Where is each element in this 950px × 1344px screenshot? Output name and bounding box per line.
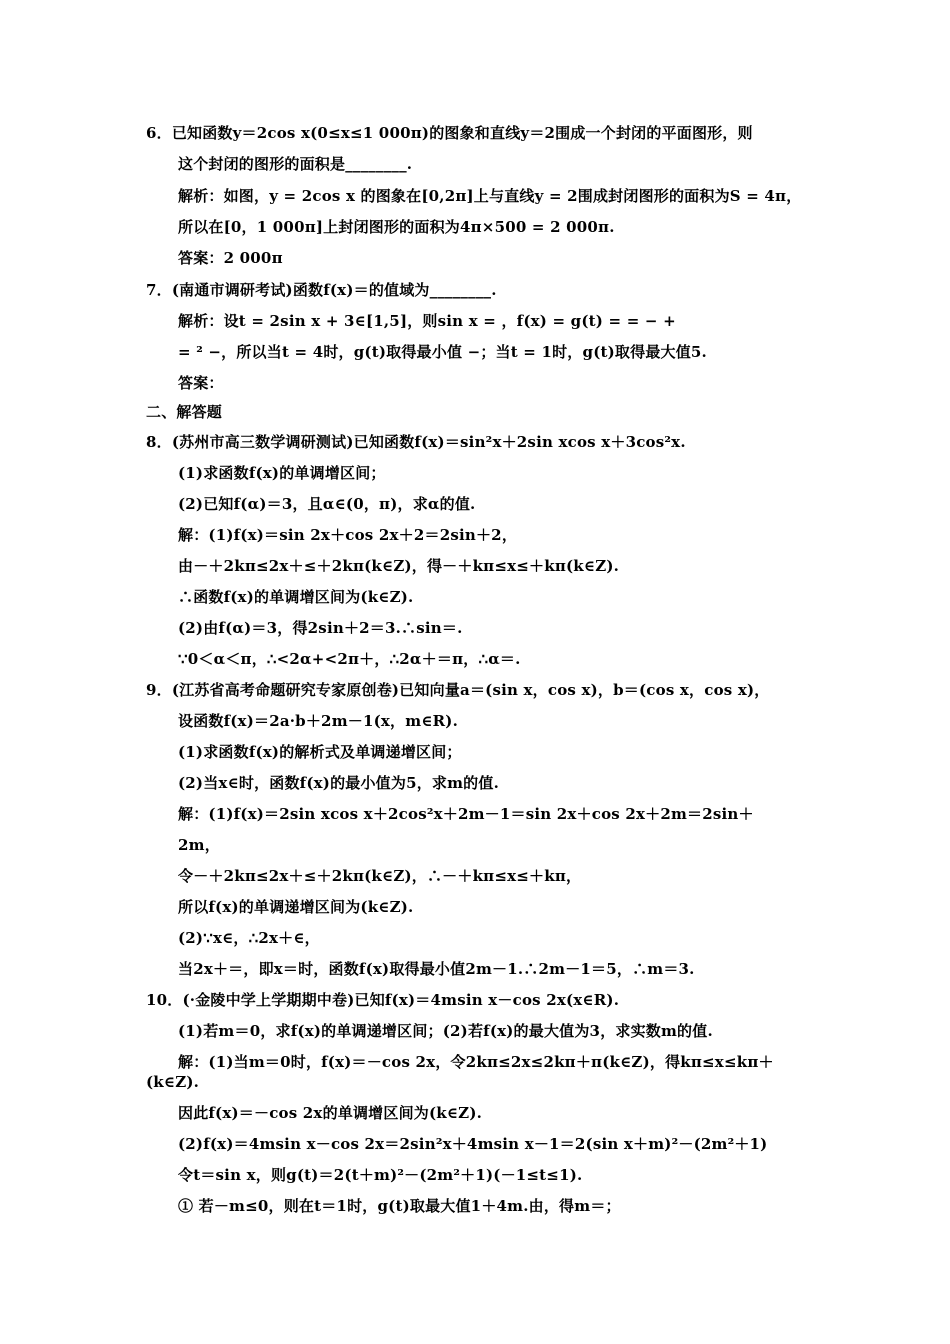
problem-9-part-2: (2)当x∈时，函数f(x)的最小值为5，求m的值. (178, 774, 499, 792)
problem-9-stem-cont: 设函数f(x)＝2a·b＋2m－1(x，m∈R). (178, 712, 459, 730)
problem-10-stem: 10．(·金陵中学上学期期中卷)已知f(x)＝4msin x－cos 2x(x∈R). (146, 991, 620, 1009)
problem-10-solution-4: 令t＝sin x，则g(t)＝2(t＋m)²－(2m²＋1)(－1≤t≤1). (178, 1166, 583, 1184)
problem-8-solution-3: ∴函数f(x)的单调增区间为(k∈Z). (178, 588, 414, 606)
problem-9-solution-2: 令－＋2kπ≤2x＋≤＋2kπ(k∈Z)，∴－＋kπ≤x≤＋kπ， (178, 867, 582, 885)
problem-10-solution-2: 因此f(x)＝－cos 2x的单调增区间为(k∈Z). (178, 1104, 483, 1122)
problem-6-analysis-2: 所以在[0，1 000π]上封闭图形的面积为4π×500 = 2 000π. (178, 218, 615, 236)
problem-9-solution-1: 解：(1)f(x)＝2sin xcos x＋2cos²x＋2m－1＝sin 2x＋cos 2x＋2m＝2sin＋ (178, 805, 754, 823)
problem-10-solution-1b: (k∈Z). (146, 1073, 200, 1091)
problem-8-solution-4: (2)由f(α)＝3，得2sin＋2＝3.∴sin＝. (178, 619, 463, 637)
problem-6-answer: 答案：2 000π (178, 249, 283, 267)
problem-8-part-2: (2)已知f(α)＝3，且α∈(0，π)，求α的值. (178, 495, 476, 513)
problem-8-solution-1: 解：(1)f(x)＝sin 2x＋cos 2x＋2＝2sin＋2， (178, 526, 518, 544)
problem-6-stem-cont: 这个封闭的图形的面积是________. (178, 155, 413, 173)
problem-10-solution-3: (2)f(x)＝4msin x－cos 2x＝2sin²x＋4msin x－1＝2(sin x＋m)²－(2m²＋1) (178, 1135, 768, 1153)
problem-8-solution-2: 由－＋2kπ≤2x＋≤＋2kπ(k∈Z)，得－＋kπ≤x≤＋kπ(k∈Z). (178, 557, 620, 575)
problem-8-solution-5: ∵0＜α＜π，∴<2α+<2π＋，∴2α＋＝π，∴α＝. (178, 650, 521, 668)
problem-6-analysis: 解析：如图，y = 2cos x 的图象在[0,2π]上与直线y = 2围成封闭图形的面积为S = 4π， (178, 187, 802, 205)
problem-7-stem: 7．(南通市调研考试)函数f(x)＝的值域为________. (146, 281, 497, 299)
problem-9-stem: 9．(江苏省高考命题研究专家原创卷)已知向量a＝(sin x，cos x)，b＝(cos x，cos x)， (146, 681, 770, 699)
problem-9-solution-5: 当2x＋＝，即x＝时，函数f(x)取得最小值2m－1.∴2m－1＝5，∴m＝3. (178, 960, 695, 978)
problem-9-solution-4: (2)∵x∈，∴2x＋∈， (178, 929, 320, 947)
problem-9-solution-3: 所以f(x)的单调递增区间为(k∈Z). (178, 898, 414, 916)
problem-7-analysis-2: = ² −，所以当t = 4时，g(t)取得最小值 −；当t = 1时，g(t)取得最大值5. (178, 343, 707, 361)
section-heading: 二、解答题 (146, 403, 223, 421)
problem-9-part-1: (1)求函数f(x)的解析式及单调递增区间； (178, 743, 462, 761)
problem-10-solution-5: ① 若－m≤0，则在t＝1时，g(t)取最大值1＋4m.由，得m＝； (178, 1197, 621, 1215)
problem-9-solution-1b: 2m， (178, 836, 220, 854)
problem-10-parts: (1)若m＝0，求f(x)的单调递增区间；(2)若f(x)的最大值为3，求实数m的值. (178, 1022, 713, 1040)
problem-6-stem: 6．已知函数y＝2cos x(0≤x≤1 000π)的图象和直线y＝2围成一个封闭的平面图形，则 (146, 124, 753, 142)
problem-8-part-1: (1)求函数f(x)的单调增区间； (178, 464, 386, 482)
problem-8-stem: 8．(苏州市高三数学调研测试)已知函数f(x)＝sin²x＋2sin xcos x＋3cos²x. (146, 433, 686, 451)
problem-7-answer: 答案： (178, 374, 224, 392)
problem-10-solution-1: 解：(1)当m＝0时，f(x)＝－cos 2x，令2kπ≤2x≤2kπ＋π(k∈Z)，得kπ≤x≤kπ＋ (178, 1053, 774, 1071)
problem-7-analysis: 解析：设t = 2sin x + 3∈[1,5]，则sin x = ，f(x) = g(t) = = − + (178, 312, 676, 330)
